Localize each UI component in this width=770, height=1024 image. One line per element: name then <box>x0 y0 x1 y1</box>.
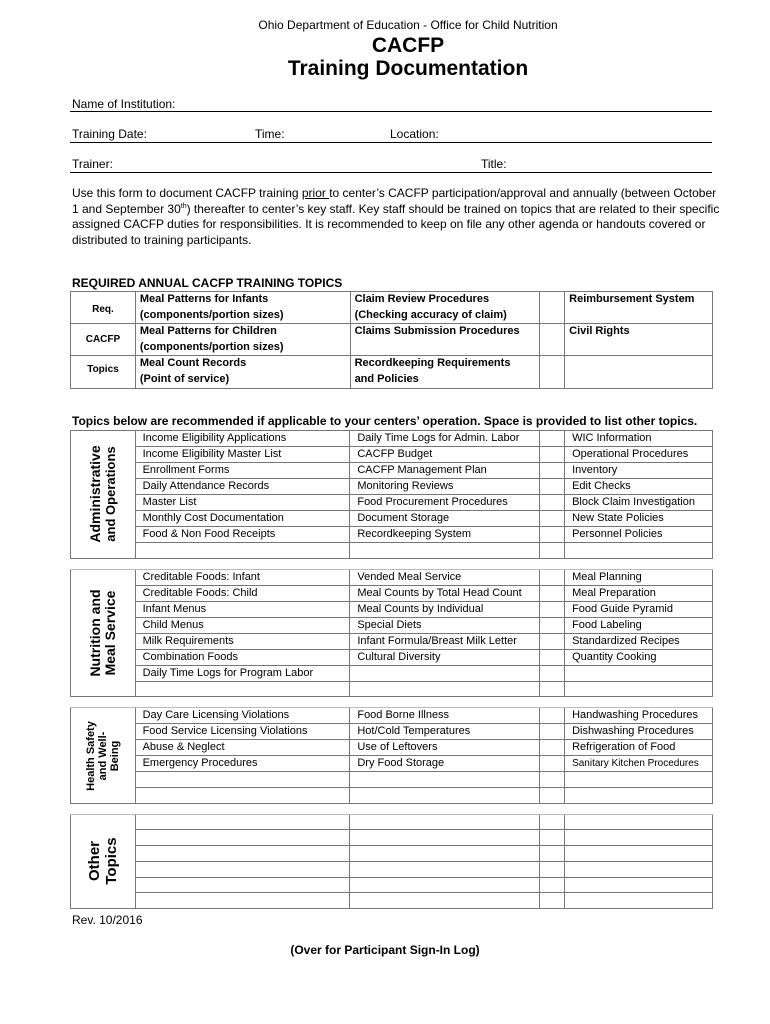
topic-cell[interactable] <box>565 846 713 862</box>
req-cell: Meal Patterns for Children (components/portion sizes) <box>135 324 350 356</box>
topic-cell[interactable]: Document Storage <box>350 511 540 527</box>
topic-cell[interactable]: Monitoring Reviews <box>350 479 540 495</box>
topic-cell[interactable]: Personnel Policies <box>565 527 713 543</box>
topic-cell[interactable]: Monthly Cost Documentation <box>135 511 350 527</box>
agency-name: Ohio Department of Education - Office for Child Nutrition <box>258 18 558 32</box>
topic-cell[interactable] <box>565 543 713 559</box>
topic-cell[interactable] <box>565 814 713 830</box>
instructions-paragraph <box>72 186 722 248</box>
topic-row <box>71 543 713 559</box>
topic-row <box>71 511 713 527</box>
topic-cell[interactable] <box>565 772 713 788</box>
topic-cell[interactable]: Income Eligibility Master List <box>135 447 350 463</box>
topic-cell-narrow[interactable] <box>540 893 565 909</box>
intro-superscript: th <box>180 202 187 210</box>
topic-cell-narrow[interactable] <box>540 527 565 543</box>
topic-cell[interactable] <box>350 846 540 862</box>
topic-cell[interactable]: Sanitary Kitchen Procedures <box>565 756 713 772</box>
institution-line[interactable] <box>70 111 712 112</box>
admin-label-1: Administrative <box>86 445 103 543</box>
req-cell: Recordkeeping Requirements and Policies <box>350 356 540 388</box>
topic-cell-narrow[interactable] <box>540 740 565 756</box>
topic-cell[interactable] <box>350 861 540 877</box>
training-date-label: Training Date: <box>72 127 147 141</box>
topic-cell[interactable]: Vended Meal Service <box>350 569 540 585</box>
topic-cell-narrow[interactable] <box>540 665 565 681</box>
topic-row <box>71 665 713 681</box>
topic-row <box>71 681 713 697</box>
topic-row <box>71 772 713 788</box>
req-cell: Claims Submission Procedures <box>350 324 540 356</box>
topic-row <box>71 601 713 617</box>
institution-label: Name of Institution: <box>72 97 176 111</box>
topic-row <box>71 756 713 772</box>
topic-row <box>71 846 713 862</box>
topic-cell[interactable]: Emergency Procedures <box>135 756 350 772</box>
topic-cell[interactable] <box>135 681 350 697</box>
topic-cell[interactable]: CACFP Budget <box>350 447 540 463</box>
topic-row <box>71 479 713 495</box>
topic-cell[interactable]: Creditable Foods: Child <box>135 585 350 601</box>
topic-cell[interactable] <box>350 877 540 893</box>
topic-cell-narrow[interactable] <box>540 756 565 772</box>
topic-row <box>71 649 713 665</box>
topic-cell[interactable] <box>565 665 713 681</box>
topic-cell-narrow[interactable] <box>540 830 565 846</box>
intro-text-3: ) thereafter to center’s key staff. Key staff should be trained on topics that are related to their specific assigned CACFP duties for responsibilities. It is recommended to keep on file any other agenda or handouts covered or distributed to training participants. <box>72 201 720 247</box>
topic-cell[interactable]: Creditable Foods: Infant <box>135 569 350 585</box>
recommended-topics-heading: Topics below are recommended if applicable to your centers’ operation. Space is provided to list other topics. <box>72 414 698 428</box>
topic-cell-narrow[interactable] <box>540 861 565 877</box>
revision-date: Rev. 10/2016 <box>72 913 143 927</box>
topic-cell-narrow[interactable] <box>540 649 565 665</box>
topic-row <box>71 708 713 724</box>
topic-cell[interactable] <box>565 681 713 697</box>
admin-label-2: and Operations <box>102 446 118 543</box>
topic-cell-narrow[interactable] <box>540 585 565 601</box>
topic-cell[interactable] <box>565 877 713 893</box>
over-note: (Over for Participant Sign-In Log) <box>290 943 480 957</box>
topic-cell-narrow[interactable] <box>540 511 565 527</box>
topic-row <box>71 788 713 804</box>
topic-row <box>71 569 713 585</box>
section-separator <box>71 803 713 814</box>
req-cell: Claim Review Procedures (Checking accuracy of claim) <box>350 292 540 324</box>
topic-cell[interactable] <box>350 665 540 681</box>
topic-cell[interactable] <box>565 788 713 804</box>
topic-cell[interactable]: Abuse & Neglect <box>135 740 350 756</box>
topic-cell-narrow[interactable] <box>540 814 565 830</box>
topic-cell-narrow[interactable] <box>540 617 565 633</box>
topic-cell[interactable] <box>135 861 350 877</box>
topic-cell[interactable] <box>350 830 540 846</box>
topic-row <box>71 740 713 756</box>
req-side-label: CACFP <box>71 324 136 356</box>
topic-row <box>71 585 713 601</box>
topic-cell-narrow[interactable] <box>540 846 565 862</box>
topic-cell[interactable]: Recordkeeping System <box>350 527 540 543</box>
topic-cell[interactable] <box>565 893 713 909</box>
topic-cell-narrow[interactable] <box>540 569 565 585</box>
topic-cell-narrow[interactable] <box>540 788 565 804</box>
trainer-title-label: Title: <box>481 157 507 171</box>
req-cell-narrow <box>540 356 565 388</box>
other-label-1: Other <box>85 841 103 882</box>
topic-cell[interactable] <box>350 788 540 804</box>
required-topics-heading: REQUIRED ANNUAL CACFP TRAINING TOPICS <box>72 276 343 290</box>
req-cell-narrow <box>540 292 565 324</box>
topic-cell[interactable] <box>350 814 540 830</box>
topic-cell-narrow[interactable] <box>540 877 565 893</box>
trainer-line[interactable] <box>70 172 712 173</box>
topic-cell[interactable]: Meal Preparation <box>565 585 713 601</box>
topic-cell[interactable]: CACFP Management Plan <box>350 463 540 479</box>
topic-row <box>71 877 713 893</box>
health-section-label <box>71 708 136 803</box>
topic-cell[interactable]: Master List <box>135 495 350 511</box>
topic-cell-narrow[interactable] <box>540 431 565 447</box>
topic-cell[interactable] <box>565 830 713 846</box>
topic-row <box>71 861 713 877</box>
topic-cell-narrow[interactable] <box>540 708 565 724</box>
topic-cell[interactable]: New State Policies <box>565 511 713 527</box>
topic-cell[interactable]: Handwashing Procedures <box>565 708 713 724</box>
health-label-1: Health Safety <box>84 720 97 791</box>
topic-cell-narrow[interactable] <box>540 772 565 788</box>
topic-cell[interactable]: Food Labeling <box>565 617 713 633</box>
topic-cell[interactable]: Food & Non Food Receipts <box>135 527 350 543</box>
topic-cell[interactable]: Enrollment Forms <box>135 463 350 479</box>
topic-cell[interactable] <box>350 543 540 559</box>
topic-cell[interactable]: Child Menus <box>135 617 350 633</box>
topic-row <box>71 527 713 543</box>
location-label: Location: <box>390 127 439 141</box>
req-cell: Civil Rights <box>565 324 713 356</box>
topic-cell-narrow[interactable] <box>540 681 565 697</box>
section-separator <box>71 558 713 569</box>
topic-cell[interactable] <box>350 681 540 697</box>
req-side-label: Req. <box>71 292 136 324</box>
topic-cell[interactable] <box>135 830 350 846</box>
nutrition-label-1: Nutrition and <box>86 589 103 677</box>
topic-cell[interactable]: Meal Counts by Individual <box>350 601 540 617</box>
topic-cell[interactable]: Combination Foods <box>135 649 350 665</box>
topic-cell[interactable]: Standardized Recipes <box>565 633 713 649</box>
topic-cell[interactable] <box>135 877 350 893</box>
topic-cell[interactable]: Dishwashing Procedures <box>565 724 713 740</box>
form-title: Training Documentation <box>287 57 529 80</box>
topic-row <box>71 893 713 909</box>
topic-cell-narrow[interactable] <box>540 447 565 463</box>
topic-cell[interactable]: Food Borne Illness <box>350 708 540 724</box>
topic-cell[interactable]: Food Guide Pyramid <box>565 601 713 617</box>
topic-cell[interactable]: WIC Information <box>565 431 713 447</box>
topic-cell[interactable] <box>135 814 350 830</box>
req-cell <box>565 356 713 388</box>
topic-cell[interactable]: Infant Menus <box>135 601 350 617</box>
topic-cell[interactable]: Daily Time Logs for Program Labor <box>135 665 350 681</box>
req-cell-narrow <box>540 324 565 356</box>
section-separator <box>71 697 713 708</box>
topic-row <box>71 724 713 740</box>
req-cell: Reimbursement System <box>565 292 713 324</box>
topic-cell[interactable]: Infant Formula/Breast Milk Letter <box>350 633 540 649</box>
topic-cell[interactable]: Dry Food Storage <box>350 756 540 772</box>
topic-cell[interactable]: Inventory <box>565 463 713 479</box>
topic-cell[interactable]: Daily Attendance Records <box>135 479 350 495</box>
topic-cell[interactable]: Edit Checks <box>565 479 713 495</box>
topic-cell[interactable]: Milk Requirements <box>135 633 350 649</box>
topic-cell[interactable] <box>350 772 540 788</box>
topic-cell[interactable]: Quantity Cooking <box>565 649 713 665</box>
topic-cell-narrow[interactable] <box>540 633 565 649</box>
topic-cell-narrow[interactable] <box>540 479 565 495</box>
health-label-3: Being <box>108 740 121 771</box>
topic-cell[interactable]: Day Care Licensing Violations <box>135 708 350 724</box>
topic-row <box>71 814 713 830</box>
time-label: Time: <box>255 127 285 141</box>
topic-row <box>71 617 713 633</box>
topic-row <box>71 463 713 479</box>
topic-cell[interactable]: Food Service Licensing Violations <box>135 724 350 740</box>
topic-cell[interactable] <box>135 846 350 862</box>
req-cell: Meal Count Records (Point of service) <box>135 356 350 388</box>
form-title-cacfp: CACFP <box>371 34 445 57</box>
intro-text-1: Use this form to document CACFP training <box>72 186 302 200</box>
required-topics-table <box>70 291 713 389</box>
topic-cell[interactable]: Food Procurement Procedures <box>350 495 540 511</box>
topic-row <box>71 431 713 447</box>
topic-cell[interactable]: Meal Counts by Total Head Count <box>350 585 540 601</box>
topic-cell-narrow[interactable] <box>540 601 565 617</box>
topic-cell[interactable]: Cultural Diversity <box>350 649 540 665</box>
topic-cell[interactable]: Daily Time Logs for Admin. Labor <box>350 431 540 447</box>
intro-prior: prior <box>301 186 330 200</box>
other-label-2: Topics <box>102 837 120 885</box>
admin-section-label <box>71 431 136 559</box>
nutrition-label-2: Meal Service <box>101 590 118 676</box>
req-side-label: Topics <box>71 356 136 388</box>
recommended-topics-table <box>70 430 713 909</box>
req-cell: Meal Patterns for Infants (components/portion sizes) <box>135 292 350 324</box>
topic-cell[interactable]: Special Diets <box>350 617 540 633</box>
intro-text-2: to center’s CACFP participation/approval and annually (between October 1 and September 30 <box>72 186 717 216</box>
topic-cell-narrow[interactable] <box>540 543 565 559</box>
topic-cell[interactable] <box>135 543 350 559</box>
topic-cell[interactable] <box>135 772 350 788</box>
topic-cell[interactable]: Income Eligibility Applications <box>135 431 350 447</box>
topic-cell[interactable]: Operational Procedures <box>565 447 713 463</box>
topic-cell[interactable] <box>135 893 350 909</box>
topic-cell-narrow[interactable] <box>540 463 565 479</box>
date-time-location-line[interactable] <box>70 142 712 143</box>
topic-cell[interactable]: Hot/Cold Temperatures <box>350 724 540 740</box>
topic-cell[interactable]: Meal Planning <box>565 569 713 585</box>
topic-row <box>71 447 713 463</box>
other-section-label <box>71 814 136 908</box>
topic-row <box>71 495 713 511</box>
health-label-2: and Well- <box>96 731 109 780</box>
topic-cell[interactable] <box>135 788 350 804</box>
topic-row <box>71 633 713 649</box>
topic-cell[interactable]: Use of Leftovers <box>350 740 540 756</box>
topic-cell[interactable] <box>565 861 713 877</box>
nutrition-section-label <box>71 569 136 697</box>
topic-cell[interactable] <box>350 893 540 909</box>
topic-row <box>71 830 713 846</box>
topic-cell-narrow[interactable] <box>540 495 565 511</box>
topic-cell[interactable]: Block Claim Investigation <box>565 495 713 511</box>
trainer-label: Trainer: <box>72 157 113 171</box>
topic-cell-narrow[interactable] <box>540 724 565 740</box>
topic-cell[interactable]: Refrigeration of Food <box>565 740 713 756</box>
